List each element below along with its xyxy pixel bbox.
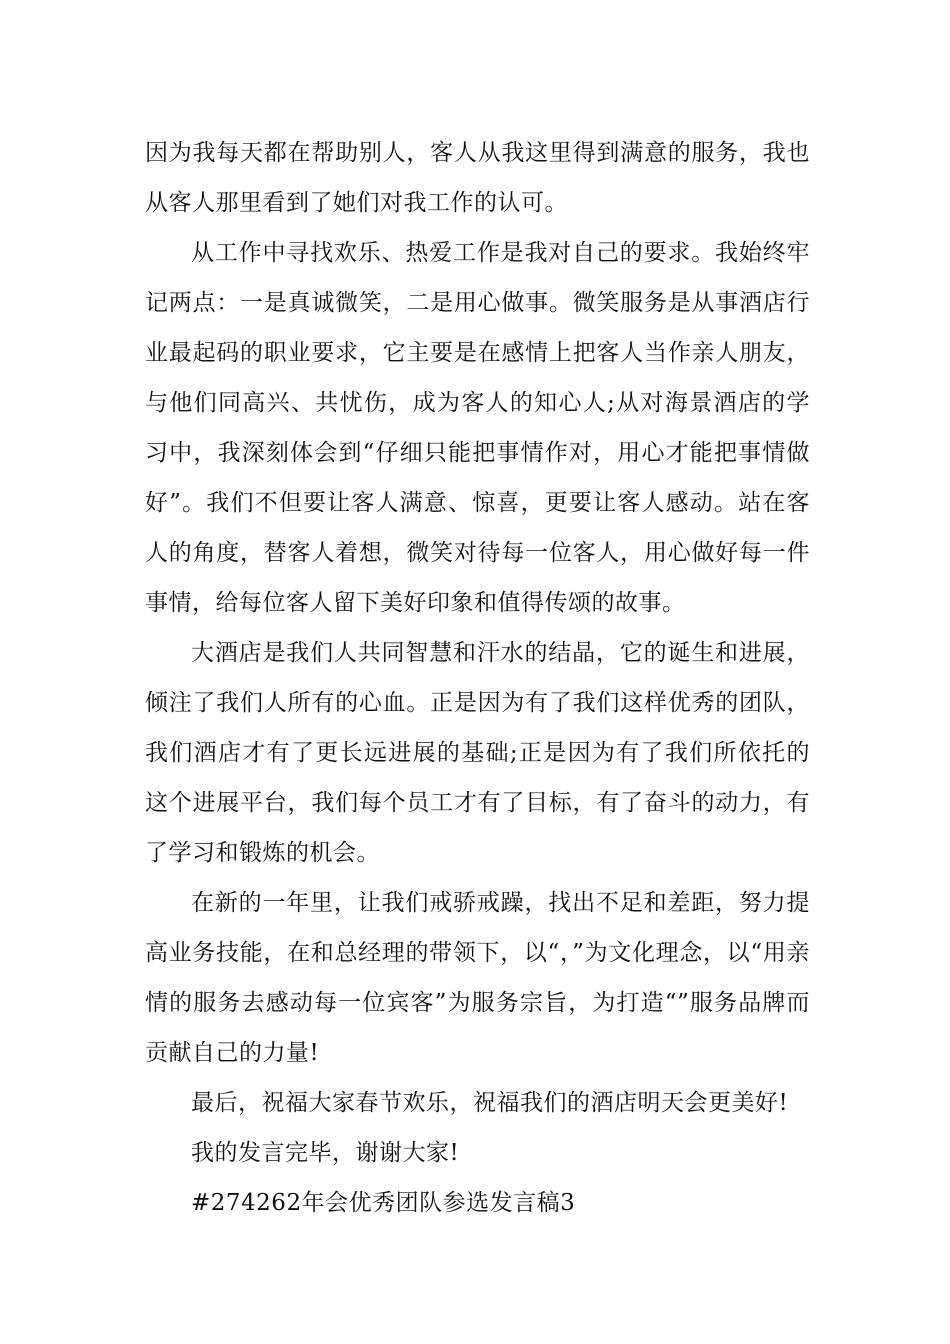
paragraph-work-attitude: 从工作中寻找欢乐、热爱工作是我对自己的要求。我始终牢记两点：一是真诚微笑，二是用心做事。微笑服务是从事酒店行业最起码的职业要求，它主要是在感情上把客人当作亲人朋友，与他们同高兴、共忧伤，成为客人的知心人;从对海景酒店的学习中，我深刻体会到“仔细只能把事情作对，用心才能把事情做好”。我们不但要让客人满意、惊喜，更要让客人感动。站在客人的角度，替客人着想，微笑对待每一位客人，用心做好每一件事情，给每位客人留下美好印象和值得传颂的故事。 xyxy=(145,240,810,616)
paragraph-blessing: 最后，祝福大家春节欢乐，祝福我们的酒店明天会更美好! xyxy=(191,1090,789,1116)
paragraph-closing: 我的发言完毕，谢谢大家! xyxy=(191,1140,460,1166)
document-body xyxy=(145,128,810,1228)
paragraph-hotel-team: 大酒店是我们人共同智慧和汗水的结晶，它的诞生和进展，倾注了我们人所有的心血。正是因为有了我们这样优秀的团队，我们酒店才有了更长远进展的基础;正是因为有了我们所依托的这个进展平台，我们每个员工才有了目标，有了奋斗的动力，有了学习和锻炼的机会。 xyxy=(145,640,810,866)
section-heading: #274262年会优秀团队参选发言稿3 xyxy=(191,1190,576,1216)
paragraph-continuation: 因为我每天都在帮助别人，客人从我这里得到满意的服务，我也从客人那里看到了她们对我工作的认可。 xyxy=(145,140,810,216)
paragraph-new-year: 在新的一年里，让我们戒骄戒躁，找出不足和差距，努力提高业务技能，在和总经理的带领下，以“，”为文化理念，以“用亲情的服务去感动每一位宾客”为服务宗旨，为打造“”服务品牌而贡献自己的力量! xyxy=(145,890,810,1066)
